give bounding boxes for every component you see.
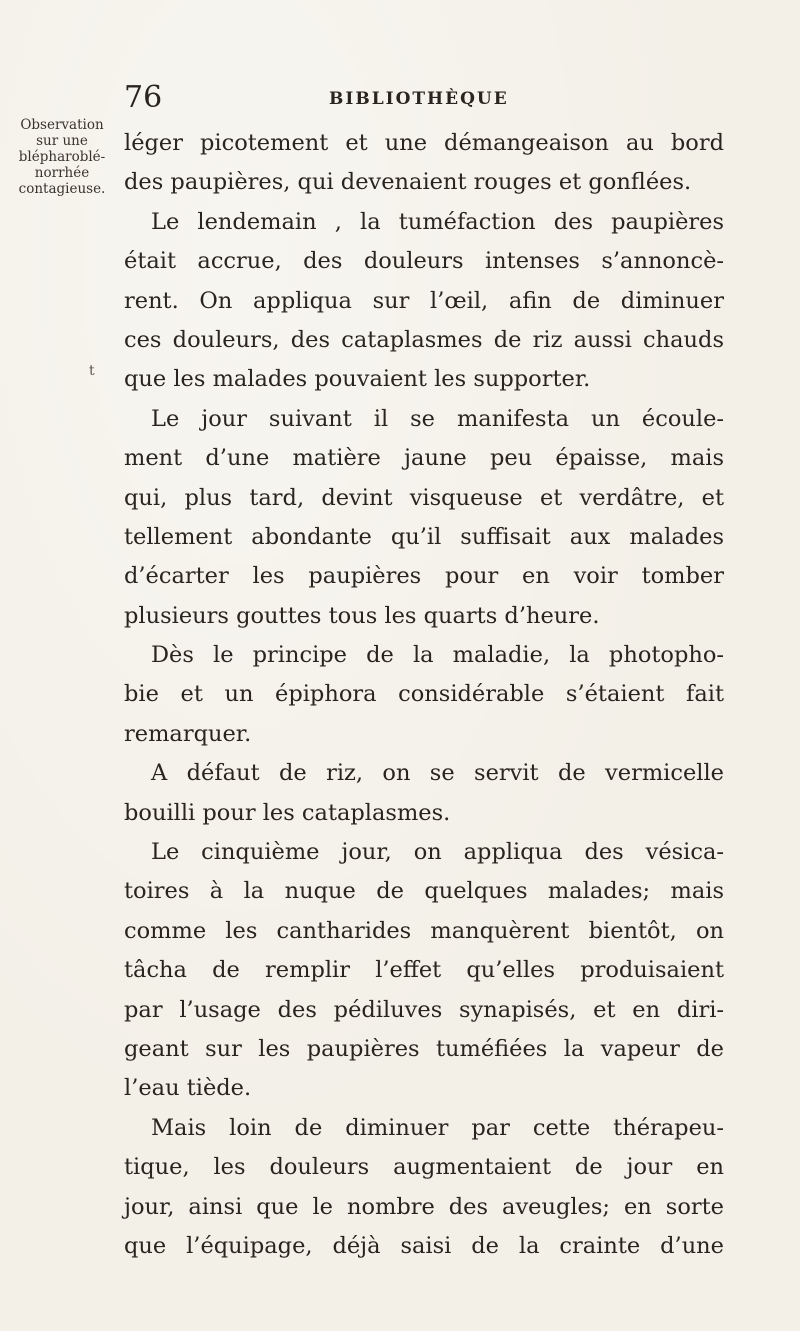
running-head: BIBLIOTHÈQUE bbox=[329, 89, 509, 109]
margin-note-line: norrhée bbox=[34, 165, 90, 181]
margin-note-line: Observation bbox=[20, 117, 104, 133]
text-line: Dès le principe de la maladie, la photopho- bbox=[151, 642, 724, 669]
margin-note-line: blépharoblé- bbox=[18, 149, 106, 165]
text-line: Le lendemain , la tuméfaction des paupières bbox=[151, 208, 724, 235]
text-line: que les malades pouvaient les supporter. bbox=[124, 366, 591, 393]
page-number: 76 bbox=[124, 80, 163, 115]
text-line: par l’usage des pédiluves synapisés, et en diri- bbox=[124, 996, 724, 1023]
text-line: comme les cantharides manquèrent bientôt, on bbox=[124, 917, 724, 944]
text-line: ment d’une matière jaune peu épaisse, mais bbox=[124, 445, 724, 472]
text-line: geant sur les paupières tuméfiées la vapeur de bbox=[124, 1035, 724, 1062]
body-text bbox=[124, 124, 724, 1266]
page-header bbox=[124, 78, 714, 118]
text-line: A défaut de riz, on se servit de vermicelle bbox=[151, 760, 724, 787]
text-line: tique, les douleurs augmentaient de jour en bbox=[124, 1154, 724, 1181]
text-line: Mais loin de diminuer par cette thérapeu- bbox=[151, 1114, 724, 1141]
text-line: Le jour suivant il se manifesta un écoule- bbox=[151, 405, 724, 432]
text-line: Le cinquième jour, on appliqua des vésica- bbox=[151, 839, 724, 866]
text-line: d’écarter les paupières pour en voir tomber bbox=[124, 563, 724, 590]
text-line: bie et un épiphora considérable s’étaient fait bbox=[124, 681, 724, 708]
text-line: jour, ainsi que le nombre des aveugles; en sorte bbox=[124, 1193, 724, 1220]
text-line: des paupières, qui devenaient rouges et gonflées. bbox=[124, 169, 692, 196]
text-line: tellement abondante qu’il suffisait aux malades bbox=[124, 523, 724, 550]
text-line: bouilli pour les cataplasmes. bbox=[124, 799, 451, 826]
text-line: était accrue, des douleurs intenses s’annoncè- bbox=[124, 248, 724, 275]
text-line: qui, plus tard, devint visqueuse et verdâtre, et bbox=[124, 484, 724, 511]
text-line: l’eau tiède. bbox=[124, 1075, 252, 1102]
text-line: tâcha de remplir l’effet qu’elles produisaient bbox=[124, 957, 724, 984]
text-line: rent. On appliqua sur l’œil, afin de diminuer bbox=[124, 287, 724, 314]
margin-note-line: sur une bbox=[36, 133, 88, 149]
text-line: plusieurs gouttes tous les quarts d’heure. bbox=[124, 602, 600, 629]
text-line: toires à la nuque de quelques malades; mais bbox=[124, 878, 724, 905]
margin-note bbox=[0, 117, 124, 197]
text-line: que l’équipage, déjà saisi de la crainte d’une bbox=[124, 1232, 724, 1259]
text-line: léger picotement et une démangeaison au bord bbox=[124, 130, 724, 156]
stray-mark: t bbox=[89, 363, 95, 379]
text-line: ces douleurs, des cataplasmes de riz aussi chauds bbox=[124, 326, 724, 353]
text-line: remarquer. bbox=[124, 720, 252, 747]
margin-note-line: contagieuse. bbox=[18, 181, 106, 197]
